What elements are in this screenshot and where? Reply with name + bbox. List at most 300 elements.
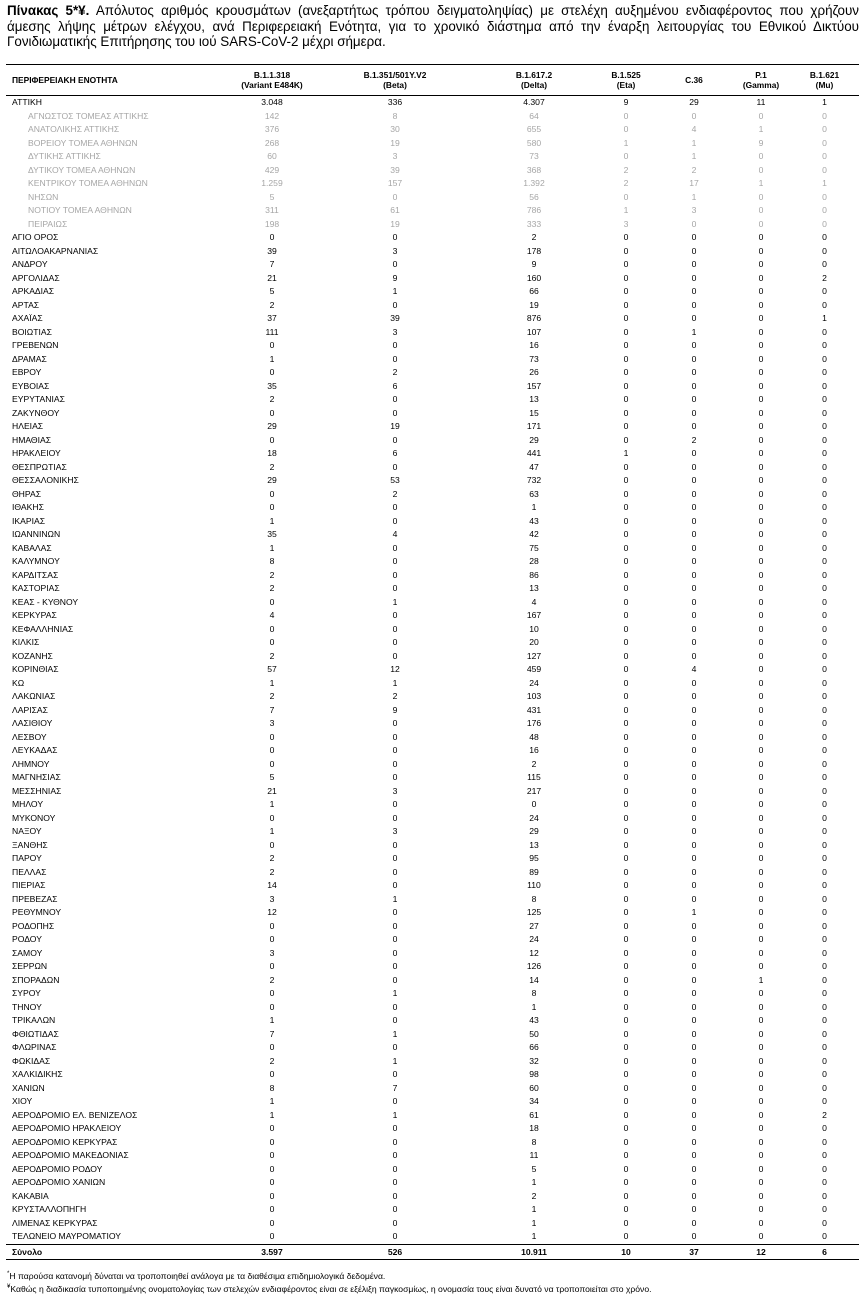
count-cell: 0: [691, 272, 697, 283]
count-cell: 0: [822, 556, 827, 566]
count-cell: 0: [392, 299, 398, 310]
count-cell: 0: [392, 772, 398, 782]
count-cell: 0: [758, 853, 764, 863]
region-name-cell: ΒΟΡΕΙΟΥ ΤΟΜΕΑ ΑΘΗΝΩΝ: [28, 137, 138, 148]
count-cell: 0: [691, 826, 697, 836]
count-cell: 18: [267, 448, 277, 458]
count-cell: 0: [822, 1015, 827, 1025]
count-cell: 0: [758, 326, 764, 337]
total-count-cell: 10: [596, 1244, 656, 1259]
count-cell: 1: [691, 151, 697, 161]
count-cell: 0: [822, 853, 827, 863]
count-cell: 0: [758, 367, 764, 377]
count-cell: 0: [392, 623, 398, 634]
column-header: [656, 65, 732, 96]
count-cell: 0: [623, 245, 629, 256]
column-header-label: B.1.351/501Y.V2: [363, 69, 427, 80]
column-header: [790, 65, 859, 96]
count-cell: 7: [269, 704, 275, 715]
table-row: [6, 852, 859, 866]
count-cell: 2: [269, 394, 275, 404]
region-name-cell: ΤΗΝΟΥ: [12, 1001, 42, 1012]
column-header-sublabel: (Variant E484K): [241, 80, 303, 90]
count-cell: 0: [392, 340, 398, 350]
column-header-label: B.1.525: [611, 69, 641, 80]
count-cell: 0: [269, 961, 275, 971]
region-name-cell: ΓΡΕΒΕΝΩΝ: [12, 340, 59, 350]
count-cell: 0: [392, 610, 398, 620]
table-row: [6, 690, 859, 704]
region-name-cell: ΚΑΒΑΛΑΣ: [12, 542, 52, 553]
count-cell: 5: [531, 1163, 537, 1174]
count-cell: 0: [758, 542, 764, 553]
count-cell: 0: [822, 583, 827, 593]
count-cell: 0: [758, 1001, 764, 1012]
table-footer: [6, 1244, 859, 1259]
count-cell: 0: [691, 799, 697, 809]
count-cell: 2: [531, 232, 537, 242]
count-cell: 0: [758, 1082, 764, 1093]
region-name-cell: ΚΟΡΙΝΘΙΑΣ: [12, 664, 59, 674]
count-cell: 0: [691, 1082, 697, 1093]
count-cell: 13: [529, 583, 539, 593]
count-cell: 0: [269, 623, 275, 634]
count-cell: 0: [822, 1082, 827, 1093]
count-cell: 0: [269, 488, 275, 499]
count-cell: 9: [392, 272, 398, 283]
count-cell: 0: [822, 151, 827, 161]
count-cell: 0: [822, 610, 827, 620]
count-cell: 0: [691, 1177, 697, 1187]
count-cell: 0: [623, 1082, 629, 1093]
count-cell: 2: [269, 650, 275, 661]
count-cell: 2: [623, 164, 629, 175]
count-cell: 1: [531, 1231, 537, 1241]
count-cell: 0: [822, 623, 827, 634]
count-cell: 0: [623, 677, 629, 688]
region-name-cell: ΠΑΡΟΥ: [12, 853, 42, 863]
count-cell: 29: [267, 475, 277, 485]
region-name-cell: ΚΕΑΣ - ΚΥΘΝΟΥ: [12, 596, 79, 607]
count-cell: 0: [822, 286, 827, 296]
table-row: [6, 380, 859, 394]
count-cell: 19: [529, 299, 539, 310]
table-row: [6, 231, 859, 245]
count-cell: 24: [529, 812, 539, 823]
count-cell: 0: [691, 259, 697, 269]
count-cell: 8: [269, 1082, 275, 1093]
count-cell: 0: [822, 340, 827, 350]
count-cell: 0: [623, 461, 629, 472]
count-cell: 0: [623, 380, 629, 391]
count-cell: 4: [531, 596, 537, 607]
count-cell: 0: [623, 920, 629, 931]
count-cell: 0: [822, 1001, 827, 1012]
count-cell: 0: [392, 1123, 398, 1133]
count-cell: 1: [269, 353, 275, 364]
region-name-cell: ΚΡΥΣΤΑΛΛΟΠΗΓΗ: [12, 1204, 87, 1214]
count-cell: 0: [758, 259, 764, 269]
count-cell: 29: [529, 826, 539, 836]
count-cell: 0: [623, 488, 629, 499]
count-cell: 1: [269, 677, 275, 688]
count-cell: 0: [392, 934, 398, 944]
count-cell: 0: [758, 502, 764, 512]
count-cell: 0: [691, 961, 697, 971]
table-row: [6, 258, 859, 272]
count-cell: 0: [691, 299, 697, 310]
count-cell: 0: [822, 515, 827, 526]
count-cell: 0: [758, 529, 764, 539]
count-cell: 0: [691, 286, 697, 296]
count-cell: 0: [758, 920, 764, 931]
region-name-cell: ΛΙΜΕΝΑΣ ΚΕΡΚΥΡΑΣ: [12, 1217, 98, 1228]
count-cell: 2: [269, 691, 275, 701]
count-cell: 0: [822, 1204, 827, 1214]
count-cell: 217: [526, 785, 542, 796]
count-cell: 0: [623, 812, 629, 823]
count-cell: 0: [758, 623, 764, 634]
count-cell: 0: [623, 1028, 629, 1039]
table-row: [6, 893, 859, 907]
count-cell: 0: [758, 826, 764, 836]
count-cell: 0: [691, 502, 697, 512]
count-cell: 0: [691, 448, 697, 458]
count-cell: 0: [822, 745, 827, 755]
count-cell: 0: [691, 542, 697, 553]
region-name-cell: ΑΧΑΪΑΣ: [12, 313, 43, 323]
count-cell: 8: [392, 110, 398, 121]
count-cell: 30: [390, 124, 400, 134]
count-cell: 1: [269, 1109, 275, 1120]
region-name-cell: ΛΕΣΒΟΥ: [12, 731, 47, 742]
total-count-cell: 37: [656, 1244, 732, 1259]
region-name-cell: ΛΑΚΩΝΙΑΣ: [12, 691, 56, 701]
table-row: [6, 1001, 859, 1015]
count-cell: 60: [529, 1082, 539, 1093]
count-cell: 0: [691, 1096, 697, 1106]
count-cell: 24: [529, 677, 539, 688]
table-row: [6, 326, 859, 340]
table-row: [6, 785, 859, 799]
count-cell: 0: [691, 718, 697, 728]
region-name-cell: ΞΑΝΘΗΣ: [12, 839, 48, 850]
count-cell: 0: [269, 934, 275, 944]
count-cell: 0: [691, 947, 697, 958]
region-name-cell: ΣΥΡΟΥ: [12, 988, 41, 998]
total-label-cell: Σύνολο: [6, 1244, 226, 1259]
count-cell: 11: [529, 1150, 539, 1160]
count-cell: 0: [392, 1204, 398, 1214]
table-row: [6, 393, 859, 407]
count-cell: 0: [691, 394, 697, 404]
table-row: [6, 1122, 859, 1136]
count-cell: 0: [758, 988, 764, 998]
total-count-cell: 6: [790, 1244, 859, 1259]
table-row: [6, 447, 859, 461]
region-name-cell: ΛΑΡΙΣΑΣ: [12, 704, 48, 715]
count-cell: 3: [623, 218, 629, 229]
count-cell: 0: [822, 461, 827, 472]
table-row: [6, 731, 859, 745]
count-cell: 0: [623, 988, 629, 998]
count-cell: 0: [392, 542, 398, 553]
table-row: [6, 1109, 859, 1123]
region-name-cell: ΣΠΟΡΑΔΩΝ: [12, 974, 60, 985]
table-row: [6, 366, 859, 380]
count-cell: 0: [758, 785, 764, 796]
table-row: [6, 1176, 859, 1190]
count-cell: 1.259: [261, 178, 283, 188]
count-cell: 126: [526, 961, 542, 971]
count-cell: 0: [691, 1136, 697, 1147]
count-cell: 0: [758, 353, 764, 364]
column-header: [596, 65, 656, 96]
table-row: [6, 960, 859, 974]
count-cell: 441: [526, 448, 542, 458]
count-cell: 0: [623, 232, 629, 242]
table-row: [6, 1041, 859, 1055]
count-cell: 0: [758, 394, 764, 404]
region-name-cell: ΔΥΤΙΚΟΥ ΤΟΜΕΑ ΑΘΗΝΩΝ: [28, 164, 136, 175]
count-cell: 12: [390, 664, 400, 674]
count-cell: 0: [392, 569, 398, 580]
count-cell: 5: [269, 772, 275, 782]
count-cell: 1: [758, 178, 764, 188]
count-cell: 0: [822, 637, 827, 647]
count-cell: 29: [267, 421, 277, 431]
count-cell: 0: [392, 1231, 398, 1241]
table-row: [6, 461, 859, 475]
count-cell: 1: [623, 205, 629, 215]
count-cell: 29: [529, 434, 539, 445]
count-cell: 0: [758, 866, 764, 877]
count-cell: 0: [623, 502, 629, 512]
count-cell: 0: [691, 1055, 697, 1066]
count-cell: 0: [822, 299, 827, 310]
count-cell: 0: [623, 718, 629, 728]
count-cell: 53: [390, 475, 400, 485]
column-header-label: B.1.1.318: [253, 69, 291, 80]
count-cell: 0: [822, 367, 827, 377]
count-cell: 63: [529, 488, 539, 499]
count-cell: 66: [529, 286, 539, 296]
table-row: [6, 596, 859, 610]
region-name-cell: ΣΑΜΟΥ: [12, 947, 43, 958]
count-cell: 34: [529, 1096, 539, 1106]
total-count-cell: 526: [318, 1244, 472, 1259]
count-cell: 0: [691, 988, 697, 998]
count-cell: 0: [691, 1163, 697, 1174]
count-cell: 3.048: [261, 97, 283, 107]
count-cell: 0: [758, 407, 764, 418]
count-cell: 0: [531, 799, 537, 809]
count-cell: 0: [822, 448, 827, 458]
count-cell: 0: [392, 758, 398, 769]
count-cell: 2: [269, 1055, 275, 1066]
count-cell: 28: [529, 556, 539, 566]
count-cell: 1: [269, 1015, 275, 1025]
count-cell: 0: [691, 515, 697, 526]
count-cell: 0: [623, 731, 629, 742]
count-cell: 0: [269, 1150, 275, 1160]
count-cell: 0: [758, 664, 764, 674]
table-row: [6, 407, 859, 421]
count-cell: 0: [822, 394, 827, 404]
count-cell: 0: [822, 718, 827, 728]
count-cell: 0: [623, 1163, 629, 1174]
count-cell: 0: [623, 583, 629, 593]
count-cell: 0: [269, 232, 275, 242]
region-name-cell: ΕΥΒΟΙΑΣ: [12, 380, 50, 391]
count-cell: 0: [691, 1231, 697, 1241]
count-cell: 3: [392, 151, 398, 161]
count-cell: 0: [623, 907, 629, 917]
table-header: [6, 65, 859, 96]
table-caption-text: Απόλυτος αριθμός κρουσμάτων (ανεξαρτήτως τρόπου δειγματοληψίας) με στελέχη αυξημένου ενδιαφέροντος που χρήζουν άμεσης λήψης μέτρων ελέγχου, ανά Περιφερειακή Ενότητα, για το χρονικό διάστημα από την έναρξη λειτουργίας του Εθνικού Δικτύου Γονιδιωματικής Επιτήρησης του ιού SARS-CoV-2 μέχρι σήμερα.: [7, 3, 859, 50]
count-cell: 2: [269, 569, 275, 580]
count-cell: 0: [758, 691, 764, 701]
count-cell: 0: [623, 353, 629, 364]
region-name-cell: ΧΑΛΚΙΔΙΚΗΣ: [12, 1069, 63, 1079]
count-cell: 0: [822, 1217, 827, 1228]
total-count-cell: 3.597: [226, 1244, 318, 1259]
count-cell: 1: [531, 1204, 537, 1214]
count-cell: 0: [269, 502, 275, 512]
count-cell: 19: [390, 137, 400, 148]
count-cell: 3: [269, 718, 275, 728]
count-cell: 0: [269, 1163, 275, 1174]
count-cell: 0: [269, 731, 275, 742]
count-cell: 3: [392, 826, 398, 836]
count-cell: 0: [623, 529, 629, 539]
count-cell: 0: [758, 907, 764, 917]
table-row: [6, 1055, 859, 1069]
count-cell: 0: [623, 704, 629, 715]
table-subrow: [6, 164, 859, 178]
count-cell: 0: [691, 218, 697, 229]
count-cell: 0: [691, 1069, 697, 1079]
count-cell: 142: [264, 110, 280, 121]
count-cell: 16: [529, 340, 539, 350]
count-cell: 0: [691, 853, 697, 863]
count-cell: 0: [822, 1150, 827, 1160]
count-cell: 0: [392, 637, 398, 647]
count-cell: 75: [529, 542, 539, 553]
count-cell: 0: [822, 758, 827, 769]
count-cell: 2: [269, 853, 275, 863]
count-cell: 0: [392, 1190, 398, 1201]
count-cell: 0: [623, 947, 629, 958]
count-cell: 0: [822, 326, 827, 337]
count-cell: 732: [526, 475, 542, 485]
count-cell: 0: [822, 542, 827, 553]
table-row: [6, 906, 859, 920]
count-cell: 0: [623, 1109, 629, 1120]
count-cell: 89: [529, 866, 539, 877]
count-cell: 0: [269, 596, 275, 607]
column-header-label: B.1.617.2: [515, 69, 553, 80]
count-cell: 311: [265, 205, 279, 215]
count-cell: 0: [691, 866, 697, 877]
count-cell: 0: [623, 691, 629, 701]
count-cell: 0: [822, 812, 827, 823]
footnotes: [7, 1270, 859, 1295]
count-cell: 39: [390, 164, 400, 175]
count-cell: 160: [526, 272, 542, 283]
count-cell: 60: [267, 151, 277, 161]
count-cell: 0: [392, 1163, 398, 1174]
count-cell: 0: [822, 691, 827, 701]
count-cell: 110: [527, 880, 541, 890]
count-cell: 0: [392, 1096, 398, 1106]
count-cell: 4: [691, 664, 697, 674]
region-name-cell: ΗΜΑΘΙΑΣ: [12, 434, 52, 445]
count-cell: 0: [691, 650, 697, 661]
table-row: [6, 1217, 859, 1231]
count-cell: 6: [392, 380, 398, 391]
count-cell: 0: [822, 137, 827, 148]
table-subrow: [6, 150, 859, 164]
count-cell: 0: [758, 1163, 764, 1174]
count-cell: 0: [822, 785, 827, 796]
count-cell: 0: [691, 1150, 697, 1160]
count-cell: 39: [267, 245, 277, 256]
count-cell: 2: [269, 583, 275, 593]
count-cell: 0: [623, 1204, 629, 1214]
count-cell: 1: [269, 826, 275, 836]
region-name-cell: ΑΡΤΑΣ: [12, 299, 40, 310]
count-cell: 0: [758, 299, 764, 310]
table-row: [6, 1082, 859, 1096]
count-cell: 0: [623, 1001, 629, 1012]
count-cell: 5: [269, 191, 275, 202]
count-cell: 0: [758, 448, 764, 458]
count-cell: 0: [623, 664, 629, 674]
count-cell: 0: [392, 731, 398, 742]
count-cell: 8: [531, 1136, 537, 1147]
count-cell: 0: [269, 1001, 275, 1012]
count-cell: 0: [822, 650, 827, 661]
count-cell: 0: [758, 799, 764, 809]
column-header: [6, 65, 226, 96]
total-row: [6, 1244, 859, 1259]
table-row: [6, 933, 859, 947]
count-cell: 1: [392, 1109, 398, 1120]
count-cell: 1: [269, 542, 275, 553]
table-row: [6, 542, 859, 556]
count-cell: 0: [691, 313, 697, 323]
count-cell: 876: [526, 313, 542, 323]
count-cell: 2: [822, 1109, 827, 1120]
region-name-cell: ΙΚΑΡΙΑΣ: [12, 515, 46, 526]
count-cell: 0: [691, 691, 697, 701]
count-cell: 1: [691, 137, 697, 148]
count-cell: 7: [269, 259, 275, 269]
count-cell: 0: [822, 488, 827, 499]
table-row: [6, 623, 859, 637]
count-cell: 0: [392, 853, 398, 863]
count-cell: 171: [526, 421, 542, 431]
count-cell: 0: [269, 988, 275, 998]
count-cell: 0: [691, 475, 697, 485]
table-row: [6, 677, 859, 691]
count-cell: 0: [758, 1028, 764, 1039]
count-cell: 0: [822, 1069, 827, 1079]
count-cell: 0: [623, 1150, 629, 1160]
column-header: [226, 65, 318, 96]
count-cell: 0: [623, 110, 629, 121]
